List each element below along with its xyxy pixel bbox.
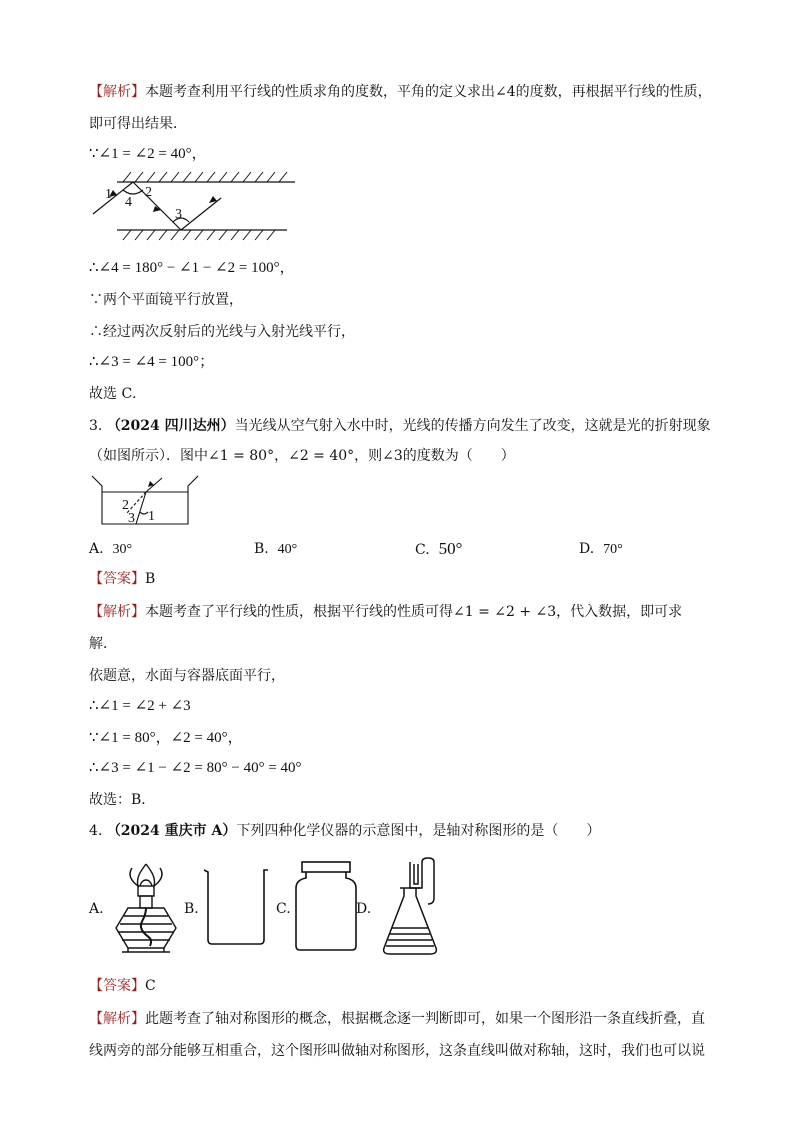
mirror-reflection-figure <box>89 168 299 240</box>
option-a-label[interactable]: A. <box>89 901 104 917</box>
figure-label: 1 <box>148 509 155 524</box>
question-number: 3. <box>89 418 103 434</box>
analysis-text: 本题考查了平行线的性质，根据平行线的性质可得∠1 = ∠2 + ∠3，代入数据，即可求 <box>145 604 683 620</box>
step-given: ∵∠1 = 80°，∠2 = 40°， <box>89 730 243 746</box>
analysis-paragraph-1 <box>89 82 712 102</box>
answer-label: 【答案】 <box>89 978 145 994</box>
step-rays-parallel: ∴经过两次反射后的光线与入射光线平行， <box>89 324 355 340</box>
option-d-label[interactable]: D. <box>356 901 372 917</box>
question-source: （2024 四川达州） <box>106 418 235 434</box>
analysis-text: 本题考查利用平行线的性质求角的度数，平角的定义求出∠4的度数，再根据平行线的性质， <box>145 84 712 100</box>
question-3-line1 <box>89 416 711 436</box>
question-number: 4. <box>89 823 103 839</box>
option-b-label[interactable]: B. <box>184 901 199 917</box>
option-c-label[interactable]: C. <box>276 901 291 917</box>
answer-value: C <box>145 978 156 994</box>
question-text: 下列四种化学仪器的示意图中，是轴对称图形的是（ ） <box>236 823 601 839</box>
analysis-text-cont: 即可得出结果． <box>89 116 187 132</box>
step-result: ∴∠3 = ∠1 − ∠2 = 80° − 40° = 40° <box>89 760 302 776</box>
analysis-text-cont: 线两旁的部分能够互相重合，这个图形叫做轴对称图形，这条直线叫做对称轴，这时，我们也可以说 <box>89 1043 705 1059</box>
figure-label: 3 <box>175 207 182 222</box>
analysis-text: 此题考查了轴对称图形的概念，根据概念逐一判断即可，如果一个图形沿一条直线折叠，直 <box>145 1011 705 1027</box>
question-3-line2: （如图所示）．图中∠1 = 80°，∠2 = 40°，则∠3的度数为（ ） <box>89 448 515 464</box>
flask-icon <box>378 858 442 958</box>
analysis-label: 【解析】 <box>89 84 145 100</box>
analysis-label: 【解析】 <box>89 604 145 620</box>
question-source: （2024 重庆市 A） <box>106 823 237 839</box>
step-mirrors-parallel: ∵两个平面镜平行放置， <box>89 292 243 308</box>
analysis-paragraph-3 <box>89 1009 705 1029</box>
answer-line <box>89 976 156 996</box>
jar-icon <box>292 860 360 952</box>
figure-label: 4 <box>125 195 132 210</box>
step-parallel: 依题意，水面与容器底面平行， <box>89 668 285 684</box>
alcohol-lamp-icon <box>110 858 182 954</box>
step-angle3: ∴∠3 = ∠4 = 100°； <box>89 354 215 370</box>
step-angle4: ∴∠4 = 180° − ∠1 − ∠2 = 100°， <box>89 260 295 276</box>
conclusion: 故选：B． <box>89 792 156 808</box>
analysis-paragraph-2 <box>89 602 682 622</box>
question-4-line1 <box>89 821 600 841</box>
figure-label: 1 <box>105 187 112 202</box>
step-angle-equal: ∵∠1 = ∠2 = 40°， <box>89 146 207 162</box>
step-relation: ∴∠1 = ∠2 + ∠3 <box>89 698 191 714</box>
beaker-icon <box>200 866 272 948</box>
analysis-text-cont: 解． <box>89 636 117 652</box>
answer-label: 【答案】 <box>89 571 145 587</box>
figure-label: 2 <box>145 185 152 200</box>
analysis-label: 【解析】 <box>89 1011 145 1027</box>
option-b[interactable]: B. 40° <box>254 541 298 557</box>
option-d[interactable]: D. 70° <box>579 541 623 557</box>
figure-label: 3 <box>128 511 135 526</box>
refraction-figure <box>92 474 202 530</box>
answer-value: B <box>145 571 156 587</box>
figure-label: 2 <box>122 498 129 513</box>
question-text: 当光线从空气射入水中时，光线的传播方向发生了改变，这就是光的折射现象 <box>234 418 711 434</box>
option-a[interactable]: A. 30° <box>89 541 133 557</box>
option-c[interactable]: C. 50° <box>415 539 463 558</box>
answer-line <box>89 569 155 589</box>
conclusion: 故选 C． <box>89 386 147 402</box>
